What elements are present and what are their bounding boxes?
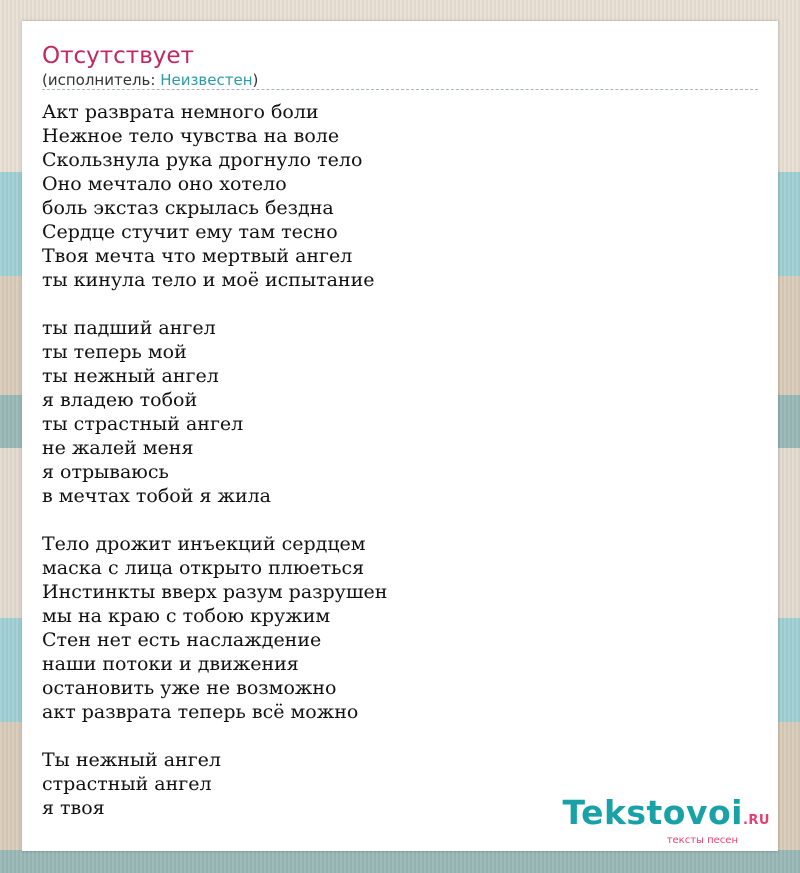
lyric-line: Скользнула рука дрогнуло тело [42, 149, 363, 171]
lyric-line: Сердце стучит ему там тесно [42, 221, 338, 243]
lyric-blank-line [42, 508, 387, 532]
artist-suffix: ) [252, 71, 259, 89]
lyric-line: ты страстный ангел [42, 413, 244, 435]
lyric-blank-line [42, 724, 387, 748]
lyric-line: Ты нежный ангел [42, 749, 221, 771]
lyric-line: Акт разврата немного боли [42, 101, 319, 123]
lyric-line: ты теперь мой [42, 341, 187, 363]
lyric-line: Стен нет есть наслаждение [42, 629, 322, 651]
lyric-line: остановить уже не возможно [42, 677, 337, 699]
lyric-line: акт разврата теперь всё можно [42, 701, 359, 723]
lyric-line: страстный ангел [42, 773, 212, 795]
lyric-line: я владею тобой [42, 389, 198, 411]
lyric-line: Нежное тело чувства на воле [42, 125, 340, 147]
artist-link[interactable]: Неизвестен [160, 71, 253, 89]
lyric-blank-line [42, 292, 387, 316]
logo-domain: .RU [742, 813, 770, 828]
title-divider [42, 89, 758, 90]
lyrics-text [42, 100, 387, 820]
lyric-line: в мечтах тобой я жила [42, 485, 272, 507]
lyric-line: Инстинкты вверх разум разрушен [42, 581, 388, 603]
artist-prefix: (исполнитель: [42, 71, 161, 89]
logo-tagline: тексты песен [666, 835, 738, 846]
lyrics-card [22, 21, 778, 851]
lyric-line: ты падший ангел [42, 317, 216, 339]
song-title: Отсутствует [42, 43, 194, 69]
logo-wordmark [560, 795, 770, 839]
lyric-line: не жалей меня [42, 437, 194, 459]
site-logo[interactable] [560, 795, 770, 847]
lyric-line: мы на краю с тобою кружим [42, 605, 331, 627]
lyric-line: я твоя [42, 797, 105, 819]
lyric-line: я отрываюсь [42, 461, 169, 483]
lyric-line: наши потоки и движения [42, 653, 299, 675]
lyric-line: Твоя мечта что мертвый ангел [42, 245, 353, 267]
logo-name: Tekstovoi [562, 793, 743, 832]
lyric-line: маска с лица открыто плюеться [42, 557, 365, 579]
lyric-line: боль экстаз скрылась бездна [42, 197, 334, 219]
lyric-line: ты кинула тело и моё испытание [42, 269, 375, 291]
lyric-line: ты нежный ангел [42, 365, 219, 387]
lyric-line: Оно мечтало оно хотело [42, 173, 287, 195]
lyric-line: Тело дрожит инъекций сердцем [42, 533, 366, 555]
artist-line [42, 70, 258, 90]
